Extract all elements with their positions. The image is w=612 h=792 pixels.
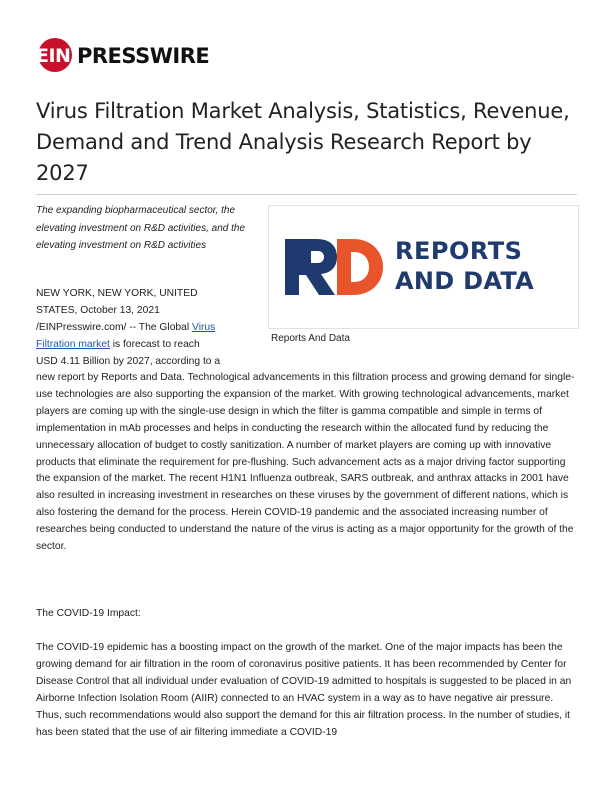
logo-and-data-text: AND DATA	[395, 267, 535, 295]
article-subtitle: The expanding biopharmaceutical sector, the elevating investment on R&D activities, and the elevating investment on R&D activities	[36, 205, 245, 251]
lead-line-4-tail: is forecast to reach	[109, 338, 200, 350]
lead-paragraph	[36, 286, 262, 371]
virus-link-part-1[interactable]: Virus	[192, 321, 216, 333]
filtration-market-link[interactable]: Filtration market	[36, 338, 110, 350]
covid-paragraph: The COVID-19 epidemic has a boosting impact on the growth of the market. One of the major impacts has been the growing demand for air filtration in the room of coronavirus positive patients. It has been recommended by Center for Disease Control that all individual under evaluation of COVID-19 admitted to hospitals is suggested to be placed in an Airborne Infection Isolation Room (AIIR) connected to an HVAC system in a way as to have negative air pressure. Thus, such recommendations would also support the demand for this air filtration process. In the number of studies, it has been stated that the use of air filtering immediate a COVID-19	[36, 642, 572, 738]
article-title: Virus Filtration Market Analysis, Statistics, Revenue, Demand and Trend Analysis Research Report by 2027	[36, 99, 570, 185]
dateline-line-1: NEW YORK, NEW YORK, UNITED	[36, 288, 198, 299]
logo-reports-text: REPORTS	[395, 237, 523, 265]
title-divider	[36, 194, 577, 195]
dateline-line-2: STATES, October 13, 2021	[36, 304, 160, 316]
einpresswire-logo[interactable]	[36, 38, 209, 74]
logo-badge	[36, 38, 76, 74]
lead-paragraph-continued: new report by Reports and Data. Technological advancements in this filtration process and growing demand for single-use technologies are also supporting the expansion of the market. With growing technological advancements, market players are coming up with the single-use design in which the filter is gamma compatible and simple in terms of implementation in mAb processes and helps in conducting the research within the allocated fund by reducing the unnecessary allocation of budget to costly sanitization. A number of market players are coming up with innovative products that eliminate the requirement for pre-flushing. Such advancement acts as a major driving factor supporting the expansion of the market. The recent H1N1 Influenza outbreak, SARS outbreak, and anthrax attacks in 2001 have also resulted in increasing investment in researches on these viruses by the government of different nations, which is also fostering the demand for the process. Herein COVID-19 pandemic and the associated increasing number of researches being conducted to understand the nature of the virus is acting as a major opportunity for the growth of the sector.	[36, 372, 575, 553]
section-heading-covid: The COVID-19 Impact:	[36, 608, 141, 619]
lead-line-3: /EINPresswire.com/ -- The Global	[36, 321, 193, 333]
lead-line-5: USD 4.11 Billion by 2027, according to a	[36, 355, 221, 367]
logo-ein-text: EIN	[36, 45, 71, 67]
image-caption: Reports And Data	[271, 333, 350, 344]
article-image[interactable]	[268, 205, 579, 329]
logo-presswire-text: PRESSWIRE	[77, 44, 210, 68]
reports-and-data-logo-mark	[285, 239, 385, 295]
